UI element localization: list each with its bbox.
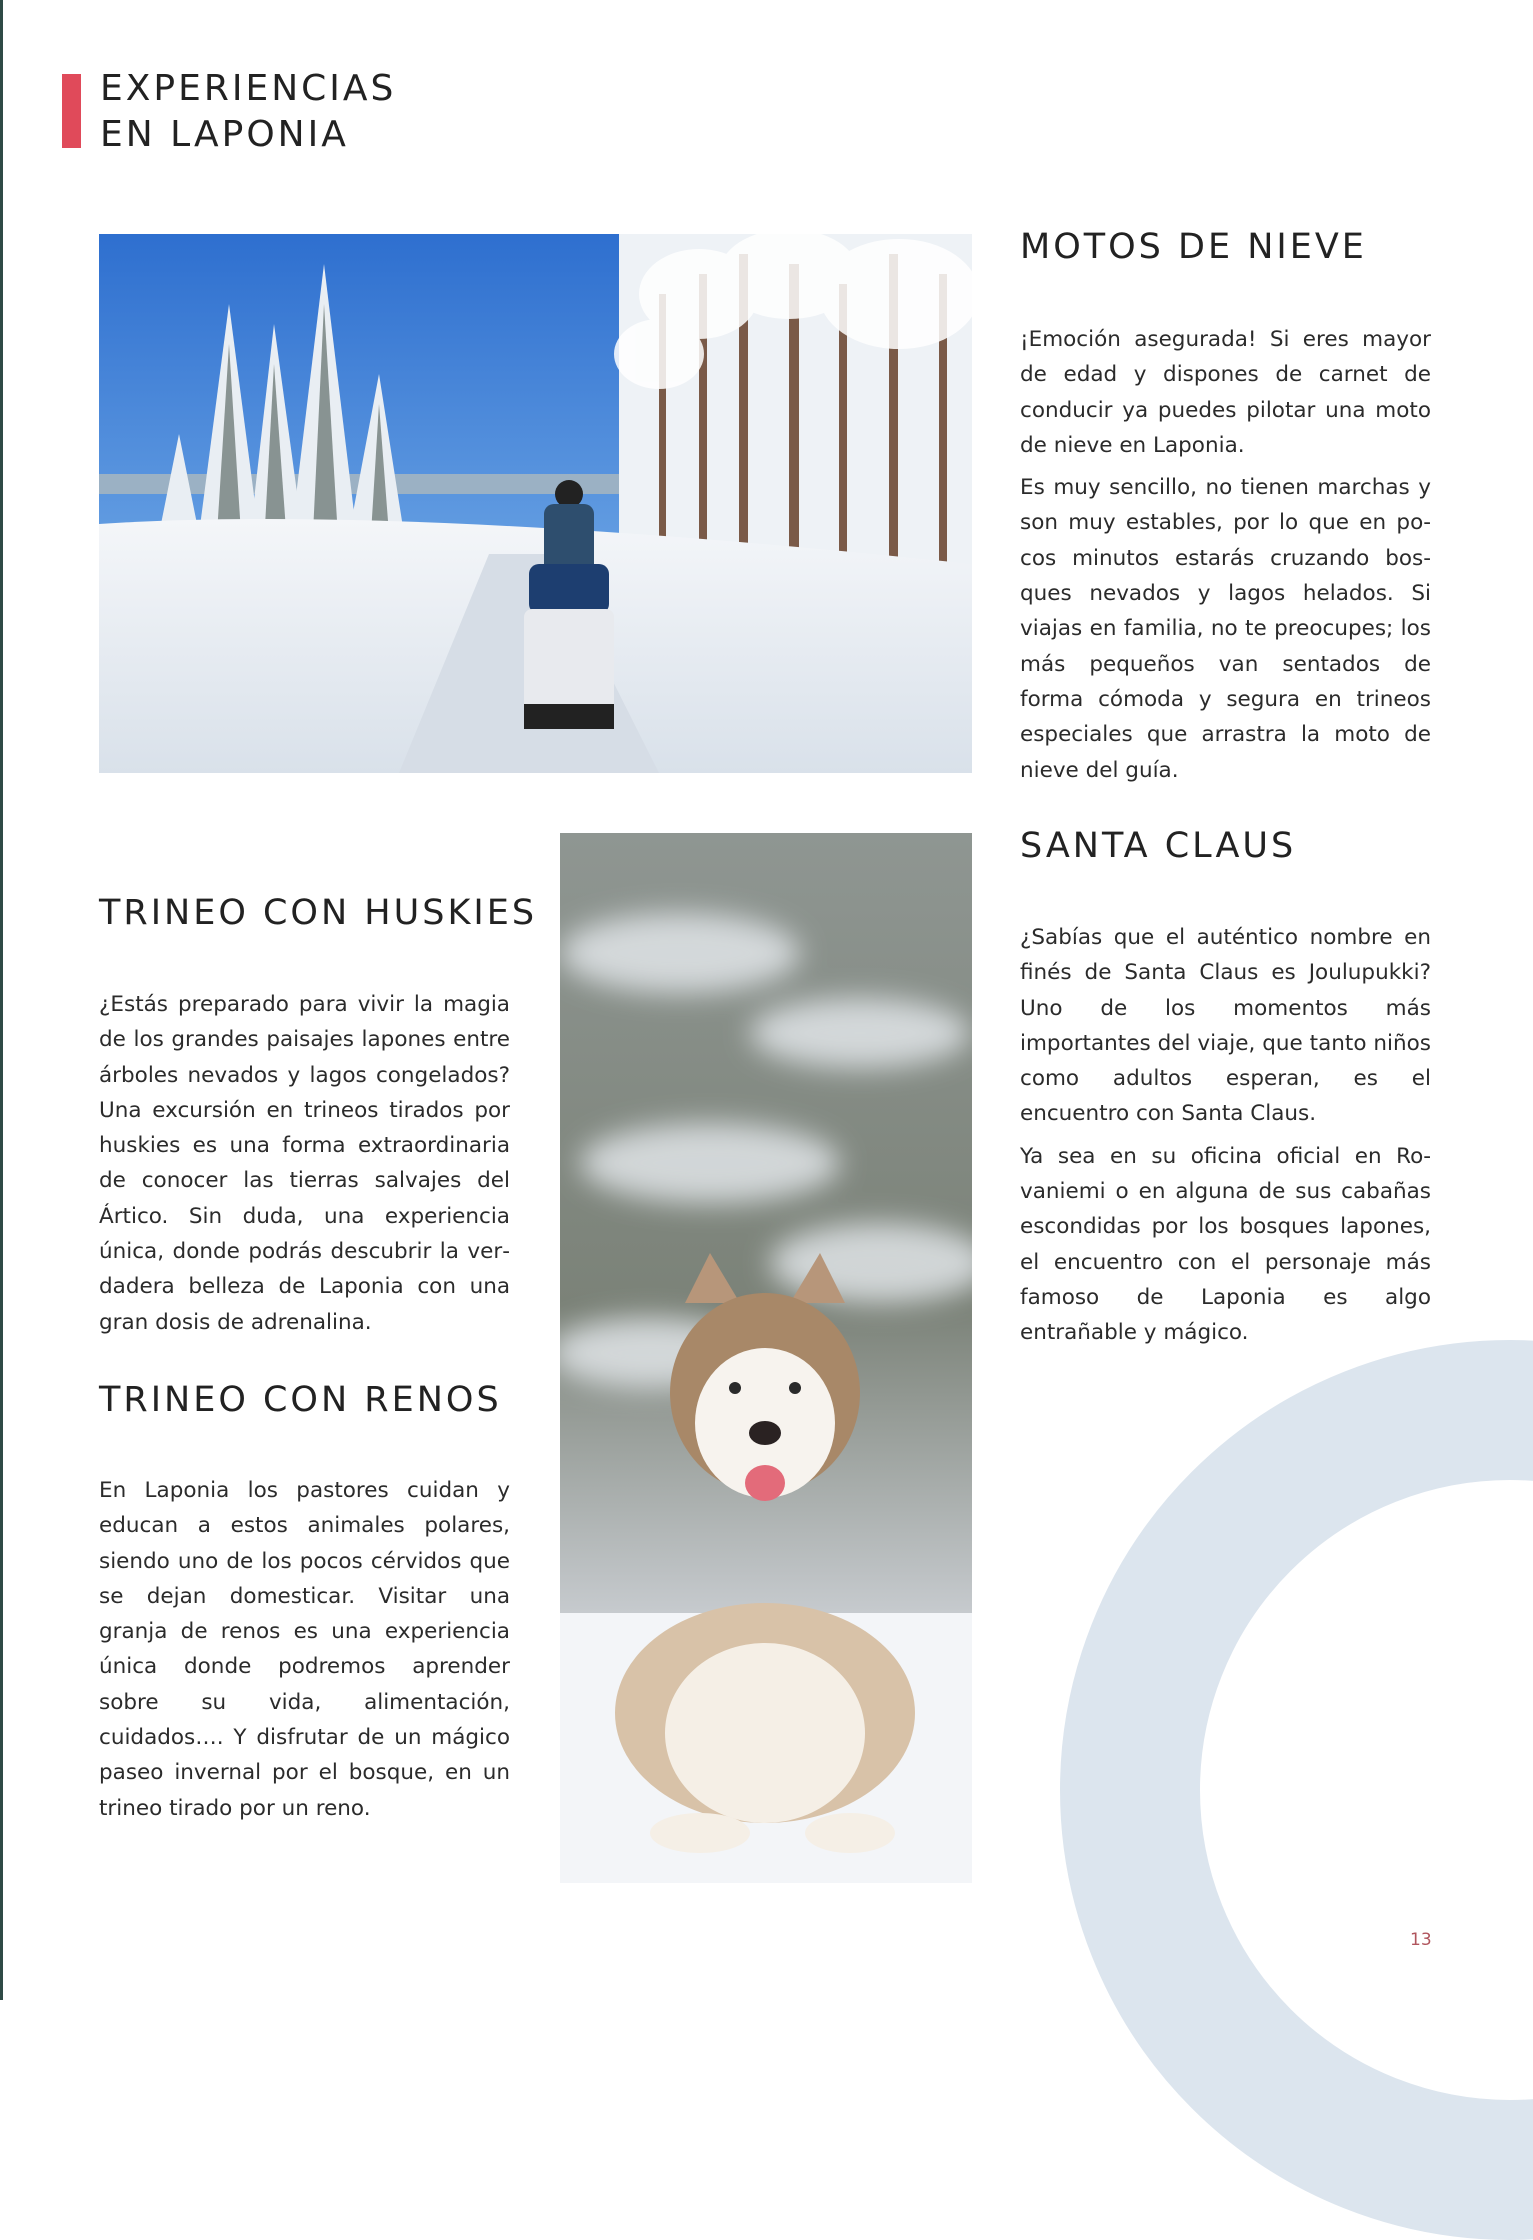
title-accent-bar — [62, 74, 81, 148]
page-number: 13 — [1410, 1930, 1432, 1950]
text-trineo-con-renos — [99, 1473, 510, 1833]
paragraph: ¿Estás preparado para vivir la magia de los grandes paisajes lapones entre árboles nevados y lagos congelados? Una excursión en trineos tirados por huskies es una forma extraordinaria de conocer las tierras salvajes del Ártico. Sin duda, una experiencia única, donde podrás descubrir la verdadera belleza de Laponia con una gran dosis de adrenalina. — [99, 992, 510, 1335]
heading-motos-de-nieve: MOTOS DE NIEVE — [1020, 227, 1367, 267]
text-motos-de-nieve — [1020, 322, 1431, 795]
text-trineo-con-huskies — [99, 987, 510, 1347]
heading-trineo-con-huskies: TRINEO CON HUSKIES — [99, 893, 538, 933]
page-title-line-2: EN LAPONIA — [100, 114, 349, 155]
heading-trineo-con-renos: TRINEO CON RENOS — [99, 1380, 502, 1420]
page-title-line-1: EXPERIENCIAS — [100, 68, 397, 109]
snowmobile-photo — [99, 234, 972, 773]
paragraph: Ya sea en su oficina oficial en Rovaniemi o en alguna de sus cabañas escondidas por los bosques lapones, el encuentro con el personaje más famoso de Laponia es algo entrañable y mágico. — [1020, 1143, 1431, 1346]
paragraph: En Laponia los pastores cuidan y educan a estos animales polares, siendo uno de los pocos cérvidos que se dejan domesticar. Visitar una granja de renos es una experiencia única donde podremos aprender sobre su vida, alimentación, cuidados…. Y disfrutar de un mágico paseo invernal por el bosque, en un trineo tirado por un reno. — [99, 1478, 510, 1821]
husky-photo — [560, 833, 972, 1883]
page-edge-rule — [0, 0, 3, 2000]
page-title — [100, 66, 396, 158]
paragraph: Es muy sencillo, no tienen marchas y son muy estables, por lo que en pocos minutos estarás cruzando bosques nevados y lagos helados. Si viajas en familia, no te preocupes; los más pequeños van sentados de forma cómoda y segura en trineos especiales que arrastra la moto de nieve del guía. — [1020, 475, 1431, 783]
paragraph: ¡Emoción asegurada! Si eres mayor de edad y dispones de carnet de conducir ya puedes pilotar una moto de nieve en Laponia. — [1020, 327, 1431, 458]
heading-santa-claus: SANTA CLAUS — [1020, 826, 1297, 866]
decorative-arc — [1060, 1340, 1533, 2240]
text-santa-claus — [1020, 920, 1431, 1358]
paragraph: ¿Sabías que el auténtico nombre en finés de Santa Claus es Joulupukki? Uno de los momentos más importantes del viaje, que tanto niños como adultos esperan, es el encuentro con Santa Claus. — [1020, 925, 1431, 1127]
